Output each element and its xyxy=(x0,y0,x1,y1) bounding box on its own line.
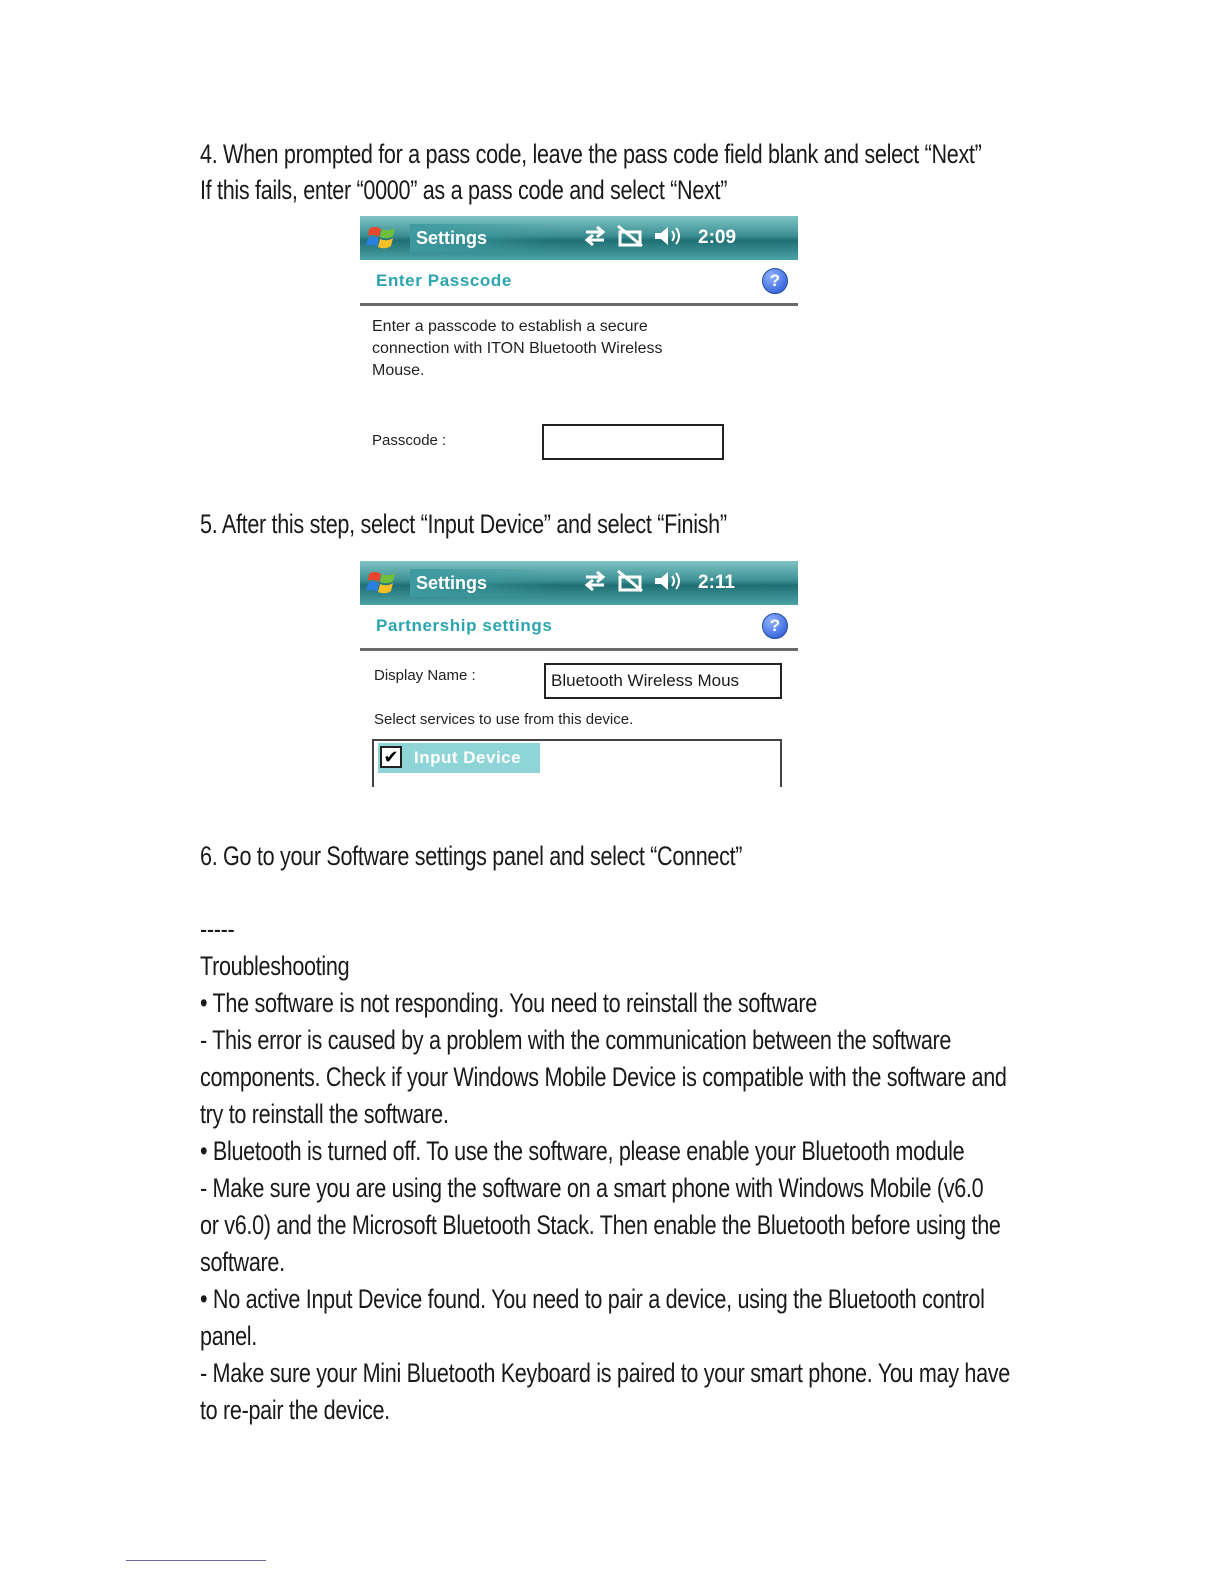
footer-underline xyxy=(126,1560,266,1561)
step4-fallback: If this fails, enter “0000” as a pass code and select “Next” xyxy=(200,175,728,205)
partnership-screenshot xyxy=(360,561,798,787)
signal-off-icon[interactable] xyxy=(616,569,644,593)
service-input-device[interactable] xyxy=(378,743,540,773)
title-bar xyxy=(360,216,798,260)
step6-instruction: 6. Go to your Software settings panel and select “Connect” xyxy=(200,841,743,871)
troubleshooting-line: - This error is caused by a problem with the communication between the software xyxy=(200,1025,952,1055)
troubleshooting-line: try to reinstall the software. xyxy=(200,1099,449,1129)
troubleshooting-line: or v6.0) and the Microsoft Bluetooth Stack. Then enable the Bluetooth before using the xyxy=(200,1210,1001,1240)
title-label: Settings xyxy=(410,224,556,252)
help-icon[interactable]: ? xyxy=(762,268,788,294)
services-list xyxy=(372,739,782,787)
troubleshooting-line: - Make sure your Mini Bluetooth Keyboard is paired to your smart phone. You may have xyxy=(200,1358,1010,1388)
title-bar xyxy=(360,561,798,605)
description-line: Mouse. xyxy=(372,362,425,379)
troubleshooting-line: • The software is not responding. You need to reinstall the software xyxy=(200,988,818,1018)
description-line: connection with ITON Bluetooth Wireless xyxy=(372,340,663,357)
checkbox-checked-icon[interactable]: ✔ xyxy=(380,746,402,768)
troubleshooting-line: - Make sure you are using the software on a smart phone with Windows Mobile (v6.0 xyxy=(200,1173,984,1203)
connectivity-icon[interactable] xyxy=(582,225,608,247)
display-name-label: Display Name : xyxy=(374,667,476,684)
connectivity-icon[interactable] xyxy=(582,570,608,592)
help-icon[interactable]: ? xyxy=(762,613,788,639)
display-name-input[interactable]: Bluetooth Wireless Mous xyxy=(544,663,782,699)
troubleshooting-line: panel. xyxy=(200,1321,257,1351)
description-line: Enter a passcode to establish a secure xyxy=(372,318,648,335)
step5-instruction: 5. After this step, select “Input Device” and select “Finish” xyxy=(200,509,727,539)
troubleshooting-line: software. xyxy=(200,1247,285,1277)
status-icons xyxy=(582,224,687,252)
windows-start-icon[interactable] xyxy=(366,222,398,254)
page-header xyxy=(360,605,798,651)
service-label: Input Device xyxy=(414,748,522,767)
troubleshooting-line: components. Check if your Windows Mobile Device is compatible with the software and xyxy=(200,1062,1007,1092)
windows-start-icon[interactable] xyxy=(366,567,398,599)
step4-instruction: 4. When prompted for a pass code, leave the pass code field blank and select “Next” xyxy=(200,139,982,169)
status-clock: 2:09 xyxy=(698,227,737,248)
page-title: Enter Passcode xyxy=(376,271,512,290)
status-clock: 2:11 xyxy=(698,572,735,593)
passcode-input[interactable] xyxy=(542,424,724,460)
volume-icon[interactable] xyxy=(653,569,683,593)
title-label: Settings xyxy=(410,569,556,597)
page-header xyxy=(360,260,798,306)
passcode-screenshot xyxy=(360,216,798,480)
signal-off-icon[interactable] xyxy=(616,224,644,248)
volume-icon[interactable] xyxy=(653,224,683,248)
troubleshooting-line: • Bluetooth is turned off. To use the software, please enable your Bluetooth module xyxy=(200,1136,965,1166)
services-prompt: Select services to use from this device. xyxy=(374,711,634,728)
troubleshooting-line: • No active Input Device found. You need to pair a device, using the Bluetooth control xyxy=(200,1284,985,1314)
status-icons xyxy=(582,569,687,597)
troubleshooting-line: to re-pair the device. xyxy=(200,1395,390,1425)
section-separator: ----- xyxy=(200,914,235,944)
page-title: Partnership settings xyxy=(376,616,553,635)
passcode-description xyxy=(372,316,663,382)
troubleshooting-heading: Troubleshooting xyxy=(200,951,350,981)
passcode-label: Passcode : xyxy=(372,432,447,449)
